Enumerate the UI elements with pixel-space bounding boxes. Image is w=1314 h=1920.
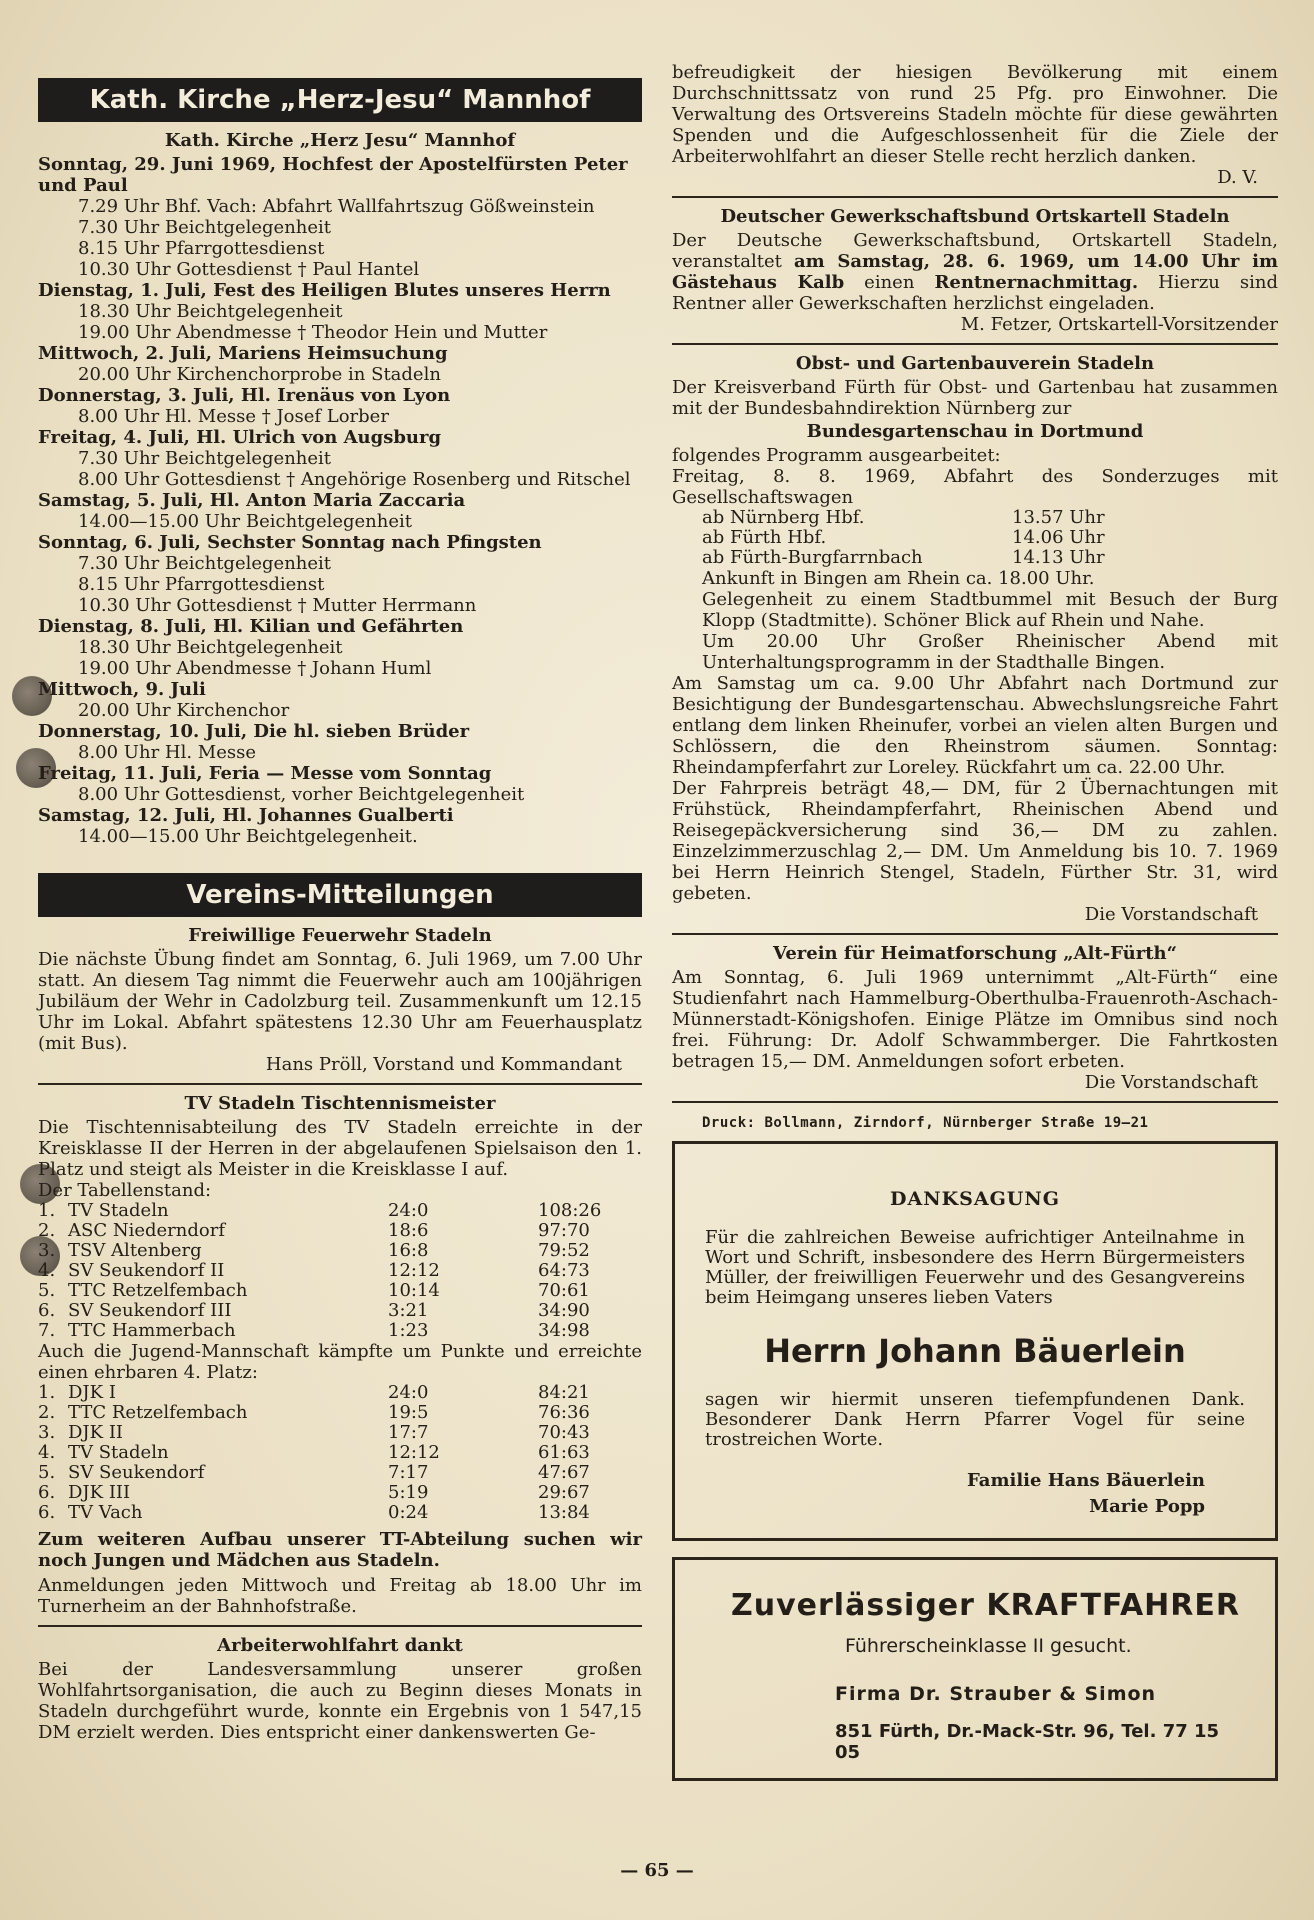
table-cell: DJK III (68, 1482, 131, 1503)
table-cell: 84:21 (538, 1382, 590, 1403)
awo-heading: Arbeiterwohlfahrt dankt (217, 1635, 463, 1656)
schedule-event: 8.15 Uhr Pfarrgottesdienst (78, 238, 325, 259)
table-cell: TTC Retzelfembach (68, 1280, 248, 1301)
table-cell: TTC Hammerbach (68, 1320, 236, 1341)
danksagung-title: DANKSAGUNG (890, 1188, 1060, 1210)
schedule-event: 7.30 Uhr Beichtgelegenheit (78, 217, 332, 238)
obst-program: folgendes Programm ausgearbeitet: (672, 445, 1001, 466)
table-cell: 70:61 (538, 1280, 590, 1301)
feuerwehr-signature: Hans Pröll, Vorstand und Kommandant (265, 1054, 622, 1075)
table-cell: TTC Retzelfembach (68, 1402, 248, 1423)
obst-arrival: Ankunft in Bingen am Rhein ca. 18.00 Uhr. (702, 568, 1095, 589)
table-cell: 34:90 (538, 1300, 590, 1321)
table-cell: 7. (38, 1320, 56, 1341)
table-cell: TV Stadeln (68, 1442, 169, 1463)
table-row (38, 1261, 642, 1281)
ad-firm: Firma Dr. Strauber & Simon (835, 1683, 1157, 1705)
table-cell: 19:5 (388, 1402, 429, 1423)
tt-registration: Anmeldungen jeden Mittwoch und Freitag ab 18.00 Uhr im Turnerheim an der Bahnhofstraße. (38, 1575, 642, 1617)
table-cell: 1. (38, 1200, 56, 1221)
table-cell: 79:52 (538, 1240, 590, 1261)
divider (672, 196, 1278, 198)
printer-imprint: Druck: Bollmann, Zirndorf, Nürnberger Straße 19—21 (702, 1115, 1149, 1131)
table-row (38, 1463, 642, 1483)
danksagung-text: Für die zahlreichen Beweise aufrichtiger Anteilnahme in Wort und Schrift, insbesondere des Herrn Bürgermeisters Müller, der freiwilligen Feuerwehr und des Gesangvereins beim Heimgang unseres lieben Vaters (705, 1227, 1245, 1308)
left-column (38, 60, 642, 1743)
table-row (38, 1383, 642, 1403)
awo-continued: befreudigkeit der hiesigen Bevölkerung mit einem Durchschnittssatz von rund 25 Pfg. pro Einwohner. Die Verwaltung des Ortsvereins Stadeln möchte für diese gewährten Spenden und die Aufgeschlossenheit für die Ziele der Arbeiterwohlfahrt an dieser Stelle recht herzlich danken. (672, 62, 1278, 167)
table-cell: SV Seukendorf (68, 1462, 205, 1483)
schedule-day: Mittwoch, 9. Juli (38, 679, 206, 700)
awo-text: Bei der Landesversammlung unserer großen Wohlfahrtsorganisation, die auch zu Beginn dieses Monats in Stadeln durchgeführt wurde, konnte ein Ergebnis von 1 547,15 DM erzielt werden. Dies entspricht einer dankenswerten Ge- (38, 1659, 642, 1743)
church-schedule (38, 154, 642, 847)
dgb-date: am Samstag, 28. 6. 1969, um 14.00 Uhr im Gästehaus Kalb (672, 251, 1278, 293)
dgb-signature: M. Fetzer, Ortskartell-Vorsitzender (960, 314, 1278, 335)
table-cell: 108:26 (538, 1200, 602, 1221)
table-cell: 6. (38, 1482, 56, 1503)
obst-price: Der Fahrpreis beträgt 48,— DM, für 2 Übernachtungen mit Frühstück, Rheindampferfahrt, Rheinischen Abend und Reisegepäckversicherung sind 36,— DM zu zahlen. Einzelzimmerzuschlag 2,— DM. Um Anmeldung bis 10. 7. 1969 bei Herrn Heinrich Stengel, Stadeln, Fürther Str. 31, wird gebeten. (672, 778, 1278, 904)
danksagung-box (672, 1141, 1278, 1541)
schedule-day: Donnerstag, 3. Juli, Hl. Irenäus von Lyon (38, 385, 451, 406)
obst-times (702, 508, 1278, 568)
departure-row (702, 528, 1278, 548)
table-row (38, 1423, 642, 1443)
ad-title: Zuverlässiger KRAFTFAHRER (731, 1588, 1240, 1623)
table-cell: SV Seukendorf II (68, 1260, 225, 1281)
ad-subtitle: Führerscheinklasse II gesucht. (845, 1635, 1132, 1657)
table-cell: 76:36 (538, 1402, 590, 1423)
danksagung-thanks: sagen wir hiermit unseren tiefempfundenen Dank. Besonderer Dank Herrn Pfarrer Vogel für seine trostreichen Worte. (705, 1389, 1245, 1450)
vereine-banner: Vereins-Mitteilungen (38, 873, 642, 917)
deceased-name: Herrn Johann Bäuerlein (764, 1332, 1186, 1370)
table-row (38, 1301, 642, 1321)
schedule-event: 19.00 Uhr Abendmesse † Theodor Hein und Mutter (78, 322, 548, 343)
table-cell: TSV Altenberg (68, 1240, 202, 1261)
schedule-day: Samstag, 5. Juli, Hl. Anton Maria Zaccaria (38, 490, 466, 511)
table-cell: 24:0 (388, 1200, 429, 1221)
schedule-day: Sonntag, 29. Juni 1969, Hochfest der Apostelfürsten Peter und Paul (38, 154, 628, 196)
tt-youth-intro: Auch die Jugend-Mannschaft kämpfte um Punkte und erreichte einen ehrbaren 4. Platz: (38, 1341, 642, 1383)
page-number: — 65 — (620, 1860, 694, 1881)
table-cell: 64:73 (538, 1260, 590, 1281)
departure-time: 14.06 Uhr (1012, 527, 1105, 548)
table-cell: 5. (38, 1462, 56, 1483)
departure-row (702, 508, 1278, 528)
schedule-day: Sonntag, 6. Juli, Sechster Sonntag nach Pfingsten (38, 532, 542, 553)
table-row (38, 1483, 642, 1503)
table-cell: SV Seukendorf III (68, 1300, 232, 1321)
schedule-event: 7.30 Uhr Beichtgelegenheit (78, 553, 332, 574)
schedule-event: 8.15 Uhr Pfarrgottesdienst (78, 574, 325, 595)
danksagung-signature (705, 1468, 1245, 1520)
table-cell: TV Vach (68, 1502, 143, 1523)
schedule-event: 20.00 Uhr Kirchenchorprobe in Stadeln (78, 364, 441, 385)
divider (672, 1101, 1278, 1103)
table-cell: 2. (38, 1220, 56, 1241)
schedule-day: Freitag, 11. Juli, Feria — Messe vom Sonntag (38, 763, 492, 784)
obst-abend: Um 20.00 Uhr Großer Rheinischer Abend mit Unterhaltungsprogramm in der Stadthalle Bingen. (702, 631, 1278, 673)
departure-time: 13.57 Uhr (1012, 507, 1105, 528)
church-banner: Kath. Kirche „Herz-Jesu“ Mannhof (38, 78, 642, 122)
dgb-text (672, 230, 1278, 314)
table-cell: 17:7 (388, 1422, 429, 1443)
table-row (38, 1201, 642, 1221)
schedule-day: Samstag, 12. Juli, Hl. Johannes Gualberti (38, 805, 454, 826)
table-cell: 97:70 (538, 1220, 590, 1241)
tt-table-intro: Der Tabellenstand: (38, 1180, 212, 1201)
schedule-event: 19.00 Uhr Abendmesse † Johann Huml (78, 658, 432, 679)
dgb-text-part: einen (844, 272, 935, 293)
table-cell: ASC Niederndorf (68, 1220, 225, 1241)
table-row (38, 1443, 642, 1463)
table-cell: DJK II (68, 1422, 124, 1443)
table-cell: 1:23 (388, 1320, 429, 1341)
table-cell: 61:63 (538, 1442, 590, 1463)
heimat-signature: Die Vorstandschaft (1084, 1072, 1258, 1093)
job-ad-box (672, 1557, 1278, 1781)
departure-station: ab Fürth Hbf. (702, 527, 827, 548)
obst-departure: Freitag, 8. 8. 1969, Abfahrt des Sonderzuges mit Gesellschaftswagen (672, 466, 1278, 508)
table-cell: 16:8 (388, 1240, 429, 1261)
obst-signature: Die Vorstandschaft (1084, 904, 1258, 925)
obst-intro: Der Kreisverband Fürth für Obst- und Gartenbau hat zusammen mit der Bundesbahndirektion Nürnberg zur (672, 377, 1278, 419)
table-cell: 29:67 (538, 1482, 590, 1503)
schedule-event: 7.29 Uhr Bhf. Vach: Abfahrt Wallfahrtszug Gößweinstein (78, 196, 595, 217)
table-row (38, 1281, 642, 1301)
table-cell: 3. (38, 1240, 56, 1261)
table-cell: 34:98 (538, 1320, 590, 1341)
departure-station: ab Nürnberg Hbf. (702, 507, 865, 528)
table-row (38, 1321, 642, 1341)
tt-heading: TV Stadeln Tischtennismeister (184, 1093, 496, 1114)
schedule-day: Freitag, 4. Juli, Hl. Ulrich von Augsburg (38, 427, 442, 448)
schedule-day: Donnerstag, 10. Juli, Die hl. sieben Brüder (38, 721, 470, 742)
table-cell: 7:17 (388, 1462, 429, 1483)
signature-family: Familie Hans Bäuerlein (966, 1470, 1205, 1491)
departure-station: ab Fürth-Burgfarrnbach (702, 547, 923, 568)
table-cell: 10:14 (388, 1280, 440, 1301)
schedule-day: Mittwoch, 2. Juli, Mariens Heimsuchung (38, 343, 448, 364)
signature-name: Marie Popp (1089, 1496, 1205, 1517)
ad-address: 851 Fürth, Dr.-Mack-Str. 96, Tel. 77 15 05 (835, 1721, 1220, 1763)
schedule-event: 14.00—15.00 Uhr Beichtgelegenheit. (78, 826, 418, 847)
dgb-event: Rentnernachmittag. (934, 272, 1139, 293)
right-column (672, 62, 1278, 1781)
awo-signature: D. V. (1217, 167, 1258, 188)
church-heading: Kath. Kirche „Herz Jesu“ Mannhof (164, 130, 516, 151)
departure-time: 14.13 Uhr (1012, 547, 1105, 568)
table-cell: 1. (38, 1382, 56, 1403)
schedule-event: 20.00 Uhr Kirchenchor (78, 700, 290, 721)
schedule-day: Dienstag, 1. Juli, Fest des Heiligen Blutes unseres Herrn (38, 280, 611, 301)
tt-standings-table (38, 1201, 642, 1341)
table-cell: 3. (38, 1422, 56, 1443)
table-cell: 5. (38, 1280, 56, 1301)
table-cell: 2. (38, 1402, 56, 1423)
table-row (38, 1403, 642, 1423)
schedule-event: 14.00—15.00 Uhr Beichtgelegenheit (78, 511, 413, 532)
table-cell: 0:24 (388, 1502, 429, 1523)
table-cell: 13:84 (538, 1502, 590, 1523)
obst-event: Bundesgartenschau in Dortmund (806, 421, 1144, 442)
table-cell: 47:67 (538, 1462, 590, 1483)
schedule-event: 18.30 Uhr Beichtgelegenheit (78, 637, 343, 658)
table-cell: 4. (38, 1260, 56, 1281)
table-row (38, 1221, 642, 1241)
table-cell: 5:19 (388, 1482, 429, 1503)
schedule-event: 18.30 Uhr Beichtgelegenheit (78, 301, 343, 322)
table-cell: 6. (38, 1300, 56, 1321)
feuerwehr-text: Die nächste Übung findet am Sonntag, 6. Juli 1969, um 7.00 Uhr statt. An diesem Tag nimmt die Feuerwehr auch am 100jährigen Jubiläum der Wehr in Cadolzburg teil. Zusammenkunft um 12.15 Uhr im Lokal. Abfahrt spätestens 12.30 Uhr am Feuerhausplatz (mit Bus). (38, 949, 642, 1054)
table-cell: 24:0 (388, 1382, 429, 1403)
obst-bummel: Gelegenheit zu einem Stadtbummel mit Besuch der Burg Klopp (Stadtmitte). Schöner Blick auf Rhein und Nahe. (702, 589, 1278, 631)
obst-heading: Obst- und Gartenbauverein Stadeln (795, 353, 1155, 374)
table-row (38, 1241, 642, 1261)
table-cell: 70:43 (538, 1422, 590, 1443)
dgb-text-part: Der Deutsche Gewerkschaftsbund, Ortskartell Stadeln, veranstaltet (672, 230, 1278, 272)
schedule-event: 8.00 Uhr Hl. Messe † Josef Lorber (78, 406, 389, 427)
heimat-heading: Verein für Heimatforschung „Alt-Fürth“ (773, 943, 1177, 964)
tt-appeal: Zum weiteren Aufbau unserer TT-Abteilung suchen wir noch Jungen und Mädchen aus Stadeln. (38, 1529, 642, 1571)
tt-youth-table (38, 1383, 642, 1523)
table-cell: TV Stadeln (68, 1200, 169, 1221)
schedule-event: 8.00 Uhr Gottesdienst, vorher Beichtgelegenheit (78, 784, 525, 805)
schedule-event: 10.30 Uhr Gottesdienst † Mutter Herrmann (78, 595, 477, 616)
schedule-event: 8.00 Uhr Gottesdienst † Angehörige Rosenberg und Ritschel (78, 469, 631, 490)
table-cell: DJK I (68, 1382, 116, 1403)
table-cell: 6. (38, 1502, 56, 1523)
table-cell: 18:6 (388, 1220, 429, 1241)
dgb-heading: Deutscher Gewerkschaftsbund Ortskartell Stadeln (720, 206, 1230, 227)
schedule-event: 7.30 Uhr Beichtgelegenheit (78, 448, 332, 469)
feuerwehr-heading: Freiwillige Feuerwehr Stadeln (188, 925, 492, 946)
table-cell: 12:12 (388, 1442, 440, 1463)
table-cell: 4. (38, 1442, 56, 1463)
table-cell: 12:12 (388, 1260, 440, 1281)
divider (672, 933, 1278, 935)
schedule-event: 8.00 Uhr Hl. Messe (78, 742, 256, 763)
heimat-text: Am Sonntag, 6. Juli 1969 unternimmt „Alt-Fürth“ eine Studienfahrt nach Hammelburg-Oberthulba-Frauenroth-Aschach-Münnerstadt-Königshofen. Einige Plätze im Omnibus sind noch frei. Führung: Dr. Adolf Schwammberger. Die Fahrtkosten betragen 15,— DM. Anmeldungen sofort erbeten. (672, 967, 1278, 1072)
tt-text: Die Tischtennisabteilung des TV Stadeln erreichte in der Kreisklasse II der Herren in der abgelaufenen Spielsaison den 1. Platz und steigt als Meister in die Kreisklasse I auf. (38, 1117, 642, 1180)
divider (38, 1625, 642, 1627)
divider (38, 1083, 642, 1085)
schedule-event: 10.30 Uhr Gottesdienst † Paul Hantel (78, 259, 420, 280)
obst-samstag: Am Samstag um ca. 9.00 Uhr Abfahrt nach Dortmund zur Besichtigung der Bundesgartenschau. Abwechslungsreiche Fahrt entlang dem linken Rheinufer, vorbei an vielen alten Burgen und Schlössern, die den Rheinstrom säumen. Sonntag: Rheindampferfahrt zur Loreley. Rückfahrt um ca. 22.00 Uhr. (672, 673, 1278, 778)
divider (672, 343, 1278, 345)
departure-row (702, 548, 1278, 568)
schedule-day: Dienstag, 8. Juli, Hl. Kilian und Gefährten (38, 616, 464, 637)
table-cell: 3:21 (388, 1300, 429, 1321)
dgb-text-part: Hierzu sind Rentner aller Gewerkschaften herzlichst eingeladen. (672, 272, 1278, 314)
table-row (38, 1503, 642, 1523)
